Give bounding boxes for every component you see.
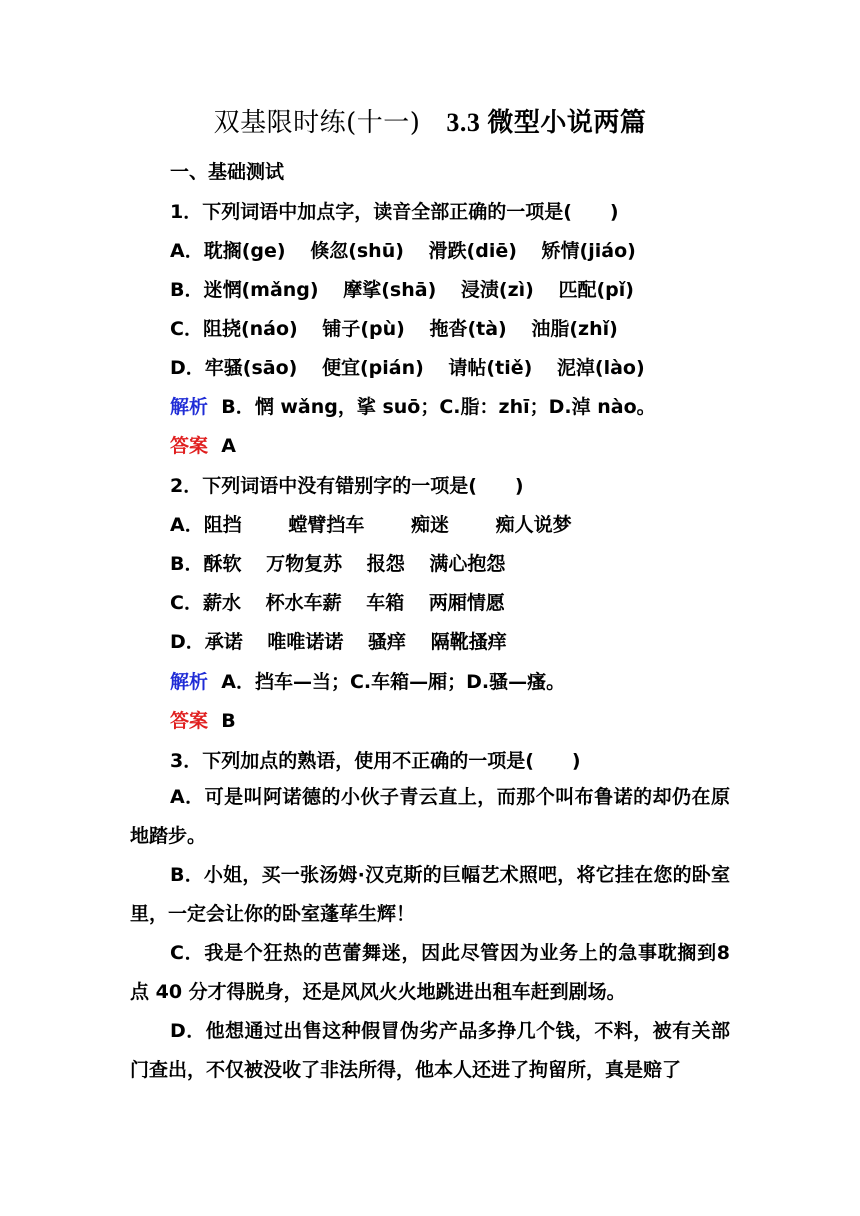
- q1-analysis: [170, 392, 656, 419]
- q1-c-3: 拖沓(tà): [429, 318, 507, 340]
- q1-d-3: 请帖(tiě): [448, 357, 533, 379]
- q1-c-1: C．阻挠(náo): [170, 318, 298, 340]
- q2-b-3: 报怨: [366, 553, 405, 575]
- q1-a-2: 倏忽(shū): [310, 240, 404, 262]
- q2-b-2: 万物复苏: [266, 553, 343, 575]
- analysis-label: 解析: [170, 671, 209, 693]
- q2-option-c: [170, 588, 505, 615]
- q1-option-d: [170, 353, 663, 380]
- q1-option-c: [170, 314, 636, 341]
- q1-a-4: 矫情(jiáo): [541, 240, 636, 262]
- q2-c-3: 车箱: [366, 592, 405, 614]
- q1-b-4: 匹配(pǐ): [558, 279, 634, 301]
- q3-option-b: B．小姐，买一张汤姆·汉克斯的巨幅艺术照吧，将它挂在您的卧室里，一定会让你的卧室蓬荜生辉！: [130, 864, 730, 925]
- q1-a-3: 滑跌(diē): [428, 240, 517, 262]
- q1-a-1: A．耽搁(ge): [170, 240, 286, 262]
- q1-d-1: D．牢骚(sāo): [170, 357, 298, 379]
- q2-stem: 2．下列词语中没有错别字的一项是( ): [170, 475, 524, 497]
- q1-d-2: 便宜(pián): [321, 357, 424, 379]
- q2-d-3: 骚痒: [368, 631, 407, 653]
- title-sub: 3.3 微型小说两篇: [446, 108, 647, 137]
- q2-a-3: 痴迷: [410, 514, 449, 536]
- section-heading: 一、基础测试: [170, 161, 285, 183]
- q1-b-2: 摩挲(shā): [343, 279, 437, 301]
- q2-d-1: D．承诺: [170, 631, 243, 653]
- answer-label: 答案: [170, 710, 209, 732]
- q1-c-2: 铺子(pù): [322, 318, 405, 340]
- q2-c-4: 两厢情愿: [428, 592, 505, 614]
- q3-option-a: A．可是叫阿诺德的小伙子青云直上，而那个叫布鲁诺的却仍在原地踏步。: [130, 786, 730, 847]
- q1-option-b: [170, 275, 652, 302]
- q2-c-2: 杯水车薪: [265, 592, 342, 614]
- q2-a-4: 痴人说梦: [495, 514, 572, 536]
- q2-option-d: [170, 627, 507, 654]
- q2-answer-text: B: [221, 710, 236, 732]
- page-title: [0, 102, 860, 139]
- q1-b-1: B．迷惘(mǎng): [170, 279, 319, 301]
- answer-label: 答案: [170, 435, 209, 457]
- q2-b-4: 满心抱怨: [429, 553, 506, 575]
- q1-option-a: [170, 236, 654, 263]
- q1-stem: 1．下列词语中加点字，读音全部正确的一项是( ): [170, 201, 619, 223]
- q2-c-1: C．薪水: [170, 592, 241, 614]
- q1-analysis-text: B．惘 wǎng，挲 suō；C.脂：zhī；D.淖 nào。: [221, 396, 656, 418]
- title-main: 双基限时练(十一): [213, 108, 421, 138]
- q3-option-d: D．他想通过出售这种假冒伪劣产品多挣几个钱，不料，被有关部门查出，不仅被没收了非法所得，他本人还进了拘留所，真是赔了: [130, 1020, 730, 1081]
- q1-b-3: 浸渍(zì): [460, 279, 534, 301]
- q1-d-4: 泥淖(lào): [556, 357, 645, 379]
- q1-answer-text: A: [221, 435, 236, 457]
- q2-option-b: [170, 549, 505, 576]
- q1-c-4: 油脂(zhǐ): [531, 318, 618, 340]
- q3-option-c: C．我是个狂热的芭蕾舞迷，因此尽管因为业务上的急事耽搁到8 点 40 分才得脱身，还是风风火火地跳进出租车赶到剧场。: [130, 942, 730, 1003]
- q2-d-2: 唯唯诺诺: [267, 631, 344, 653]
- q2-a-2: 螳臂挡车: [288, 514, 365, 536]
- q2-d-4: 隔靴搔痒: [430, 631, 507, 653]
- q3-stem: 3．下列加点的熟语，使用不正确的一项是( ): [170, 750, 581, 772]
- q2-a-1: A．阻挡: [170, 514, 242, 536]
- analysis-label: 解析: [170, 396, 209, 418]
- q1-answer: [170, 431, 236, 458]
- q2-analysis-text: A．挡车—当；C.车箱—厢；D.骚—瘙。: [221, 671, 566, 693]
- q2-analysis: [170, 667, 565, 694]
- q2-answer: [170, 706, 236, 733]
- q2-option-a: [170, 510, 572, 537]
- q2-b-1: B．酥软: [170, 553, 242, 575]
